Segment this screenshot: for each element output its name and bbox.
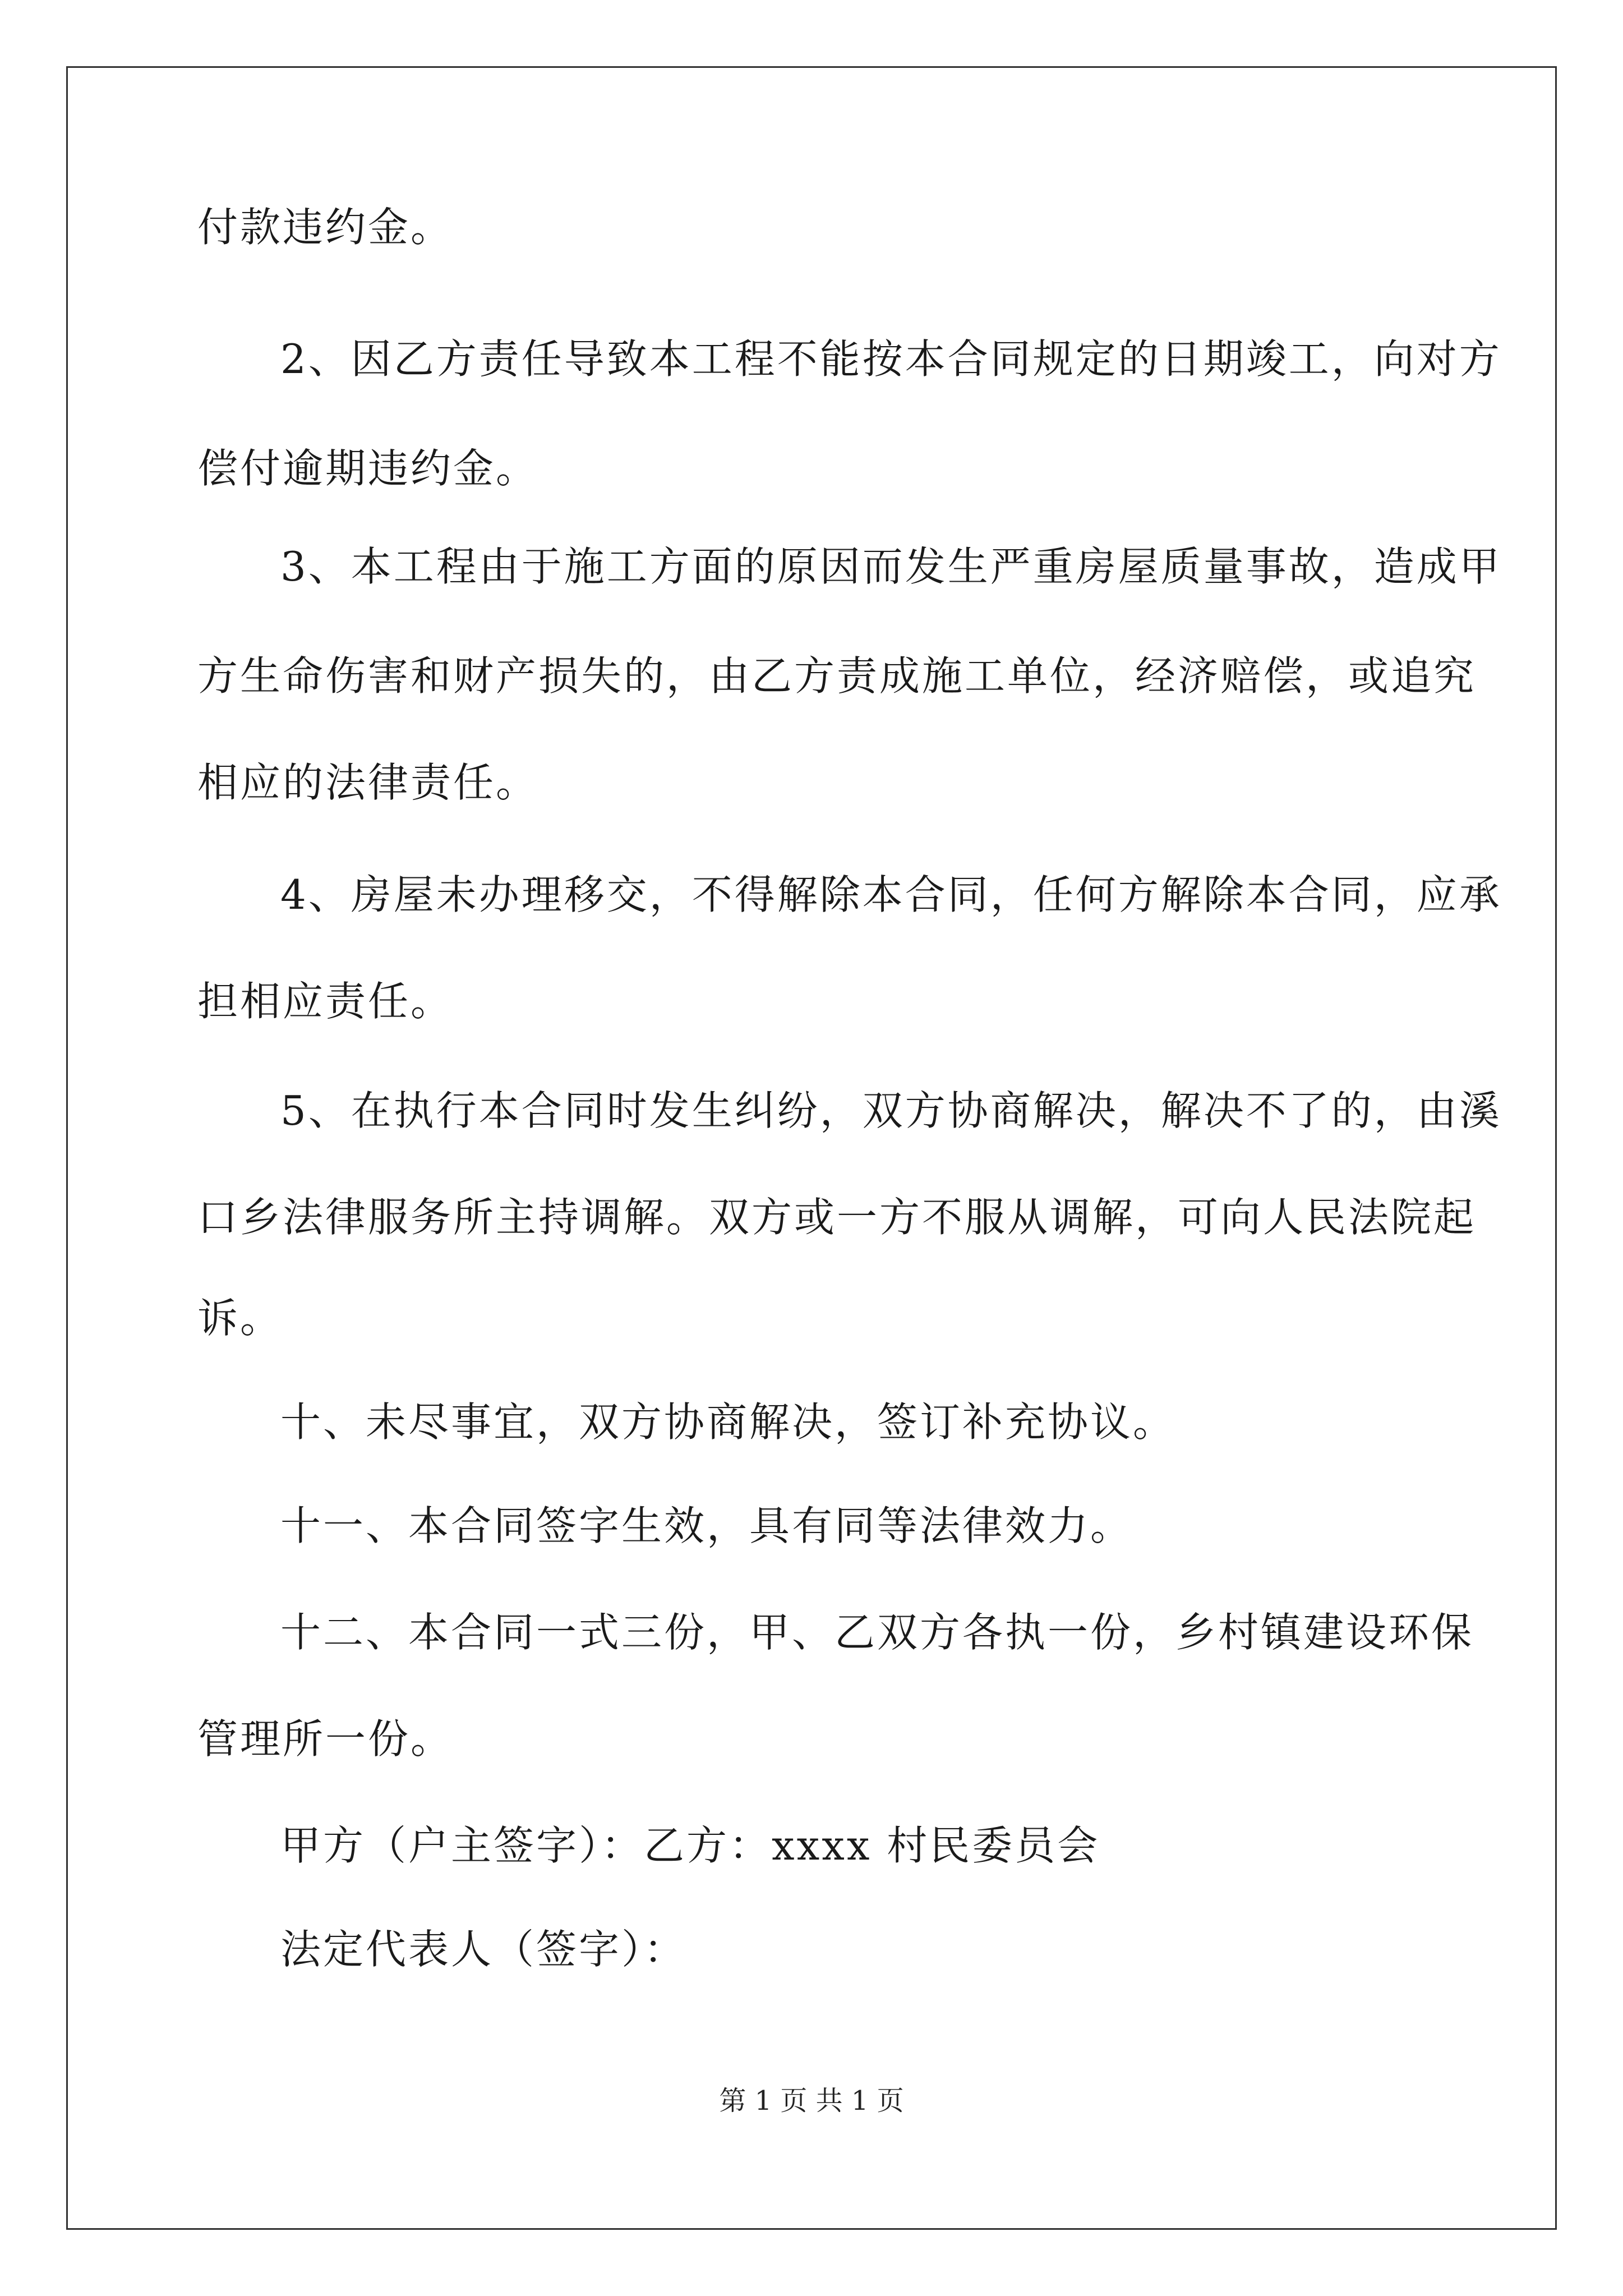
text-line: 相应的法律责任。 bbox=[197, 759, 539, 806]
text-line: 方生命伤害和财产损失的，由乙方责成施工单位，经济赔偿，或追究 bbox=[197, 652, 1477, 700]
text-line: 诉。 bbox=[197, 1295, 283, 1342]
text-line: 口乡法律服务所主持调解。双方或一方不服从调解，可向人民法院起 bbox=[197, 1194, 1477, 1241]
text-line: 担相应责任。 bbox=[197, 978, 454, 1025]
text-line: 2、因乙方责任导致本工程不能按本合同规定的日期竣工，向对方 bbox=[280, 335, 1502, 383]
page-border bbox=[66, 66, 1557, 2230]
text-line: 十二、本合同一式三份，甲、乙双方各执一份，乡村镇建设环保 bbox=[280, 1609, 1474, 1656]
text-line: 管理所一份。 bbox=[197, 1715, 454, 1763]
text-line: 5、在执行本合同时发生纠纷，双方协商解决，解决不了的，由溪 bbox=[280, 1087, 1502, 1134]
signature-party-line: 甲方（户主签字）：乙方：xxxx 村民委员会 bbox=[280, 1822, 1100, 1869]
text-line: 偿付逾期违约金。 bbox=[197, 445, 539, 492]
text-line: 3、本工程由于施工方面的原因而发生严重房屋质量事故，造成甲 bbox=[280, 543, 1502, 590]
text-line: 付款违约金。 bbox=[197, 204, 454, 251]
legal-representative-line: 法定代表人（签字）： bbox=[280, 1926, 687, 1973]
text-line: 4、房屋未办理移交，不得解除本合同，任何方解除本合同，应承 bbox=[280, 871, 1502, 918]
text-line: 十一、本合同签字生效，具有同等法律效力。 bbox=[280, 1502, 1133, 1549]
text-line: 十、未尽事宜，双方协商解决，签订补充协议。 bbox=[280, 1398, 1176, 1446]
page-number: 第 1 页 共 1 页 bbox=[719, 2085, 904, 2116]
